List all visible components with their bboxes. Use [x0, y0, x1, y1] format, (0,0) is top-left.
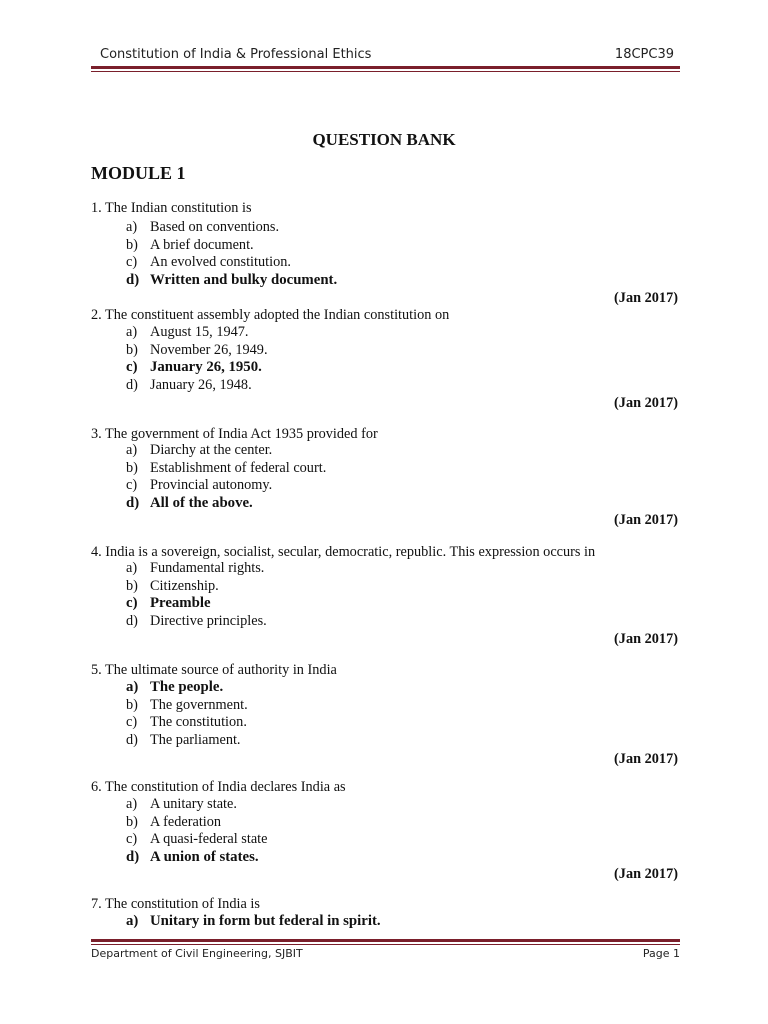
- header-rule-thick: [91, 66, 680, 69]
- exam-tag: (Jan 2017): [614, 631, 678, 647]
- correct-option: c) Preamble: [126, 595, 211, 611]
- option: b) November 26, 1949.: [126, 341, 268, 358]
- option: d) The parliament.: [126, 731, 241, 748]
- department-name: Department of Civil Engineering, SJBIT: [91, 947, 303, 960]
- correct-option: d) All of the above.: [126, 494, 253, 511]
- options-q1: [126, 219, 337, 289]
- options-q4: [126, 560, 267, 630]
- option: d) Directive principles.: [126, 612, 267, 629]
- header-rule-thin: [91, 71, 680, 72]
- question-4: 4. India is a sovereign, socialist, secular, democratic, republic. This expression occurs in: [91, 544, 596, 560]
- page-number: Page 1: [642, 947, 680, 960]
- exam-tag: (Jan 2017): [614, 866, 678, 882]
- options-q6: [126, 796, 268, 866]
- options-q3: [126, 442, 326, 512]
- option: d) January 26, 1948.: [126, 376, 252, 393]
- options-q7: [126, 913, 381, 931]
- option: b) A brief document.: [126, 236, 254, 253]
- option: a) August 15, 1947.: [126, 324, 249, 340]
- question-3: 3. The government of India Act 1935 provided for: [91, 426, 378, 442]
- footer-rule-thin: [91, 944, 680, 945]
- option: c) An evolved constitution.: [126, 254, 291, 270]
- correct-option: a) The people.: [126, 679, 224, 695]
- option: c) Provincial autonomy.: [126, 477, 273, 493]
- option: b) A federation: [126, 813, 222, 830]
- question-2: 2. The constituent assembly adopted the Indian constitution on: [91, 307, 450, 323]
- option: a) A unitary state.: [126, 796, 237, 812]
- module-heading: MODULE 1: [91, 163, 186, 183]
- course-title: Constitution of India & Professional Ethics: [100, 47, 372, 62]
- correct-option: d) A union of states.: [126, 848, 259, 865]
- correct-option: c) January 26, 1950.: [126, 359, 262, 375]
- question-6: 6. The constitution of India declares India as: [91, 779, 346, 795]
- option: a) Based on conventions.: [126, 219, 280, 235]
- course-code: 18CPC39: [614, 47, 674, 62]
- exam-tag: (Jan 2017): [614, 751, 678, 767]
- option: b) Establishment of federal court.: [126, 459, 327, 476]
- option: b) Citizenship.: [126, 577, 219, 594]
- document-title: QUESTION BANK: [312, 130, 456, 149]
- page-footer: [91, 947, 680, 960]
- footer-rule-thick: [91, 939, 680, 942]
- page-header: [100, 47, 674, 62]
- question-5: 5. The ultimate source of authority in India: [91, 662, 337, 678]
- exam-tag: (Jan 2017): [614, 290, 678, 306]
- exam-tag: (Jan 2017): [614, 395, 678, 411]
- options-q2: [126, 324, 268, 394]
- option: a) Fundamental rights.: [126, 560, 265, 576]
- option: a) Diarchy at the center.: [126, 442, 273, 458]
- option: b) The government.: [126, 696, 248, 713]
- option: c) The constitution.: [126, 714, 247, 730]
- question-7: 7. The constitution of India is: [91, 896, 260, 912]
- options-q5: [126, 679, 248, 749]
- question-1: 1. The Indian constitution is: [91, 200, 252, 216]
- correct-option: a) Unitary in form but federal in spirit.: [126, 913, 381, 929]
- exam-tag: (Jan 2017): [614, 512, 678, 528]
- option: c) A quasi-federal state: [126, 831, 268, 847]
- correct-option: d) Written and bulky document.: [126, 271, 338, 288]
